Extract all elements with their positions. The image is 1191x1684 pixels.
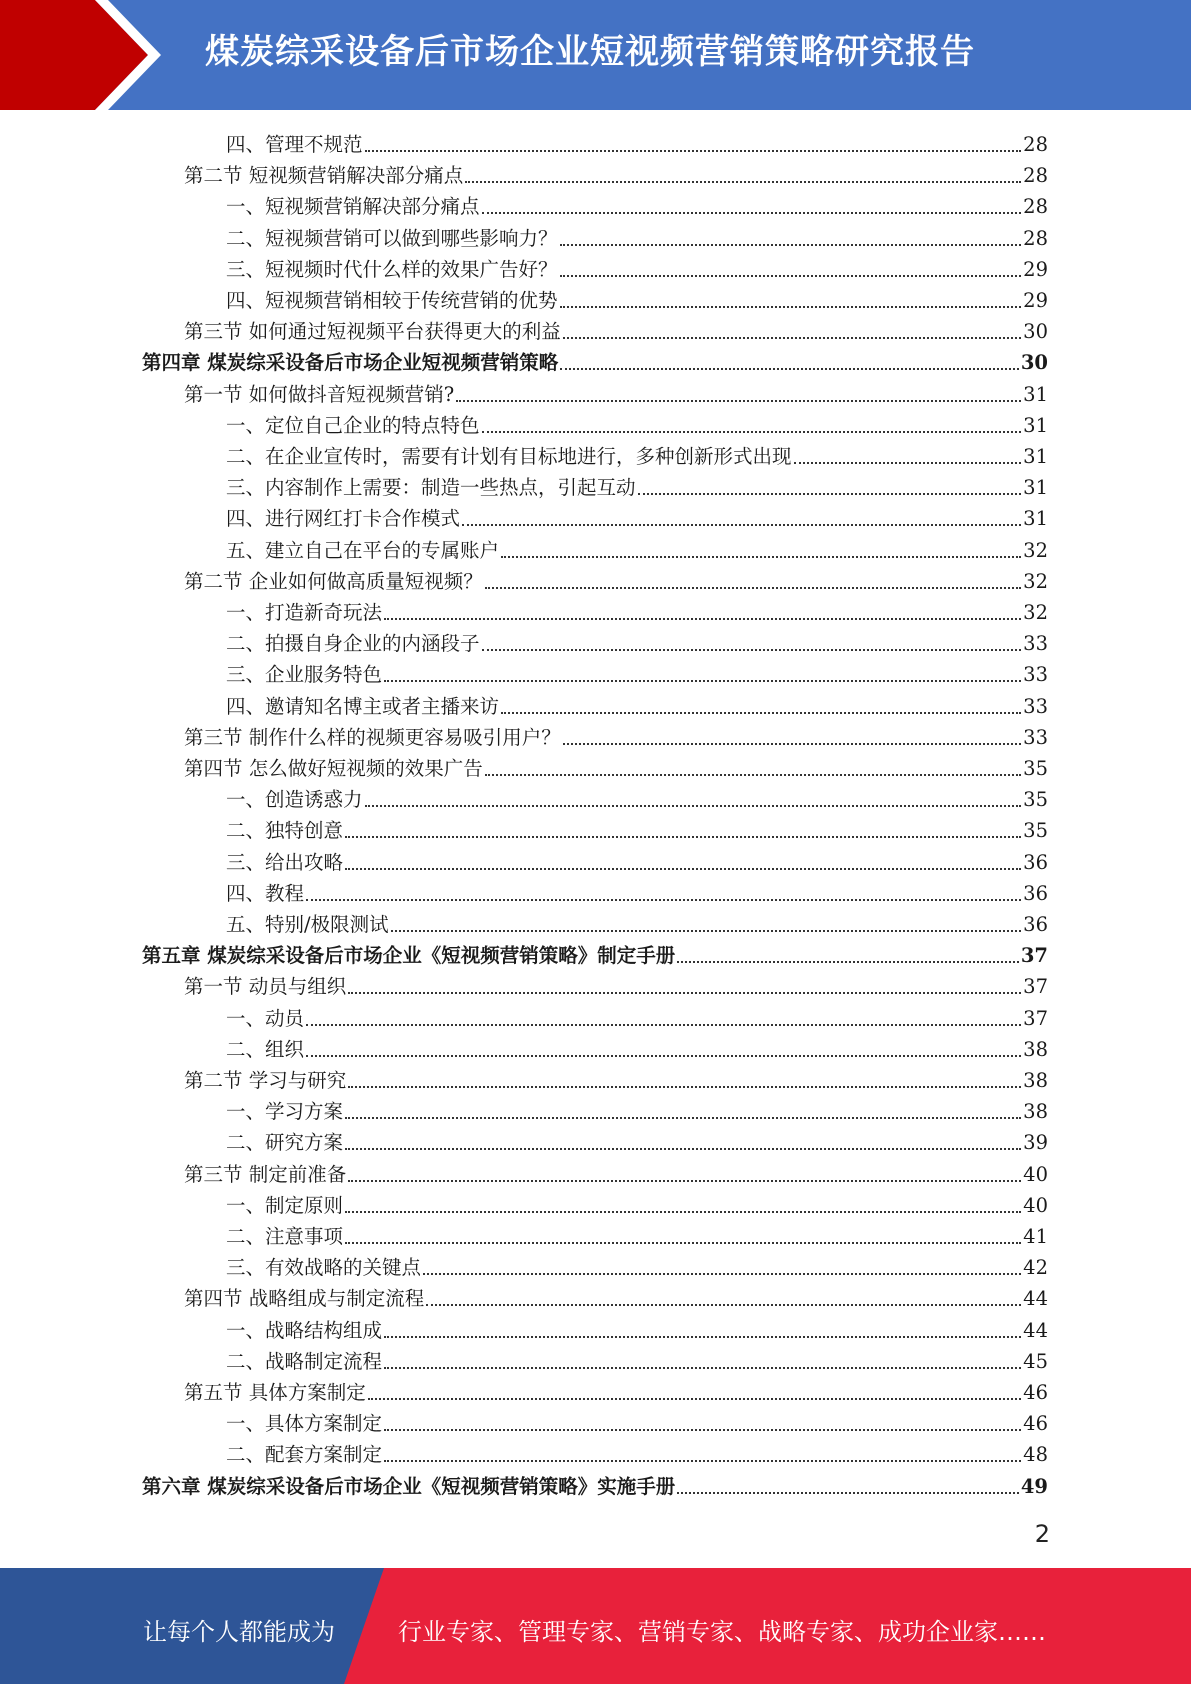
toc-entry-label: 第三节 制定前准备	[184, 1163, 347, 1186]
toc-entry-page: 44	[1023, 1319, 1048, 1342]
toc-section-row[interactable]	[184, 563, 1048, 594]
toc-subsection-row[interactable]	[226, 407, 1048, 438]
toc-entry-page: 36	[1023, 882, 1048, 905]
toc-entry-page: 29	[1023, 289, 1048, 312]
toc-entry-label: 第六章 煤炭综采设备后市场企业《短视频营销策略》实施手册	[142, 1475, 676, 1498]
toc-entry-label: 第二节 短视频营销解决部分痛点	[184, 164, 464, 187]
toc-entry-label: 二、拍摄自身企业的内涵段子	[226, 632, 480, 655]
toc-entry-label: 四、管理不规范	[226, 133, 363, 156]
toc-entry-label: 一、战略结构组成	[226, 1319, 383, 1342]
toc-dot-leader	[423, 1273, 1021, 1275]
toc-subsection-row[interactable]	[226, 220, 1048, 251]
toc-section-row[interactable]	[184, 750, 1048, 781]
toc-entry-label: 第四章 煤炭综采设备后市场企业短视频营销策略	[142, 351, 559, 374]
toc-entry-page: 44	[1023, 1287, 1048, 1310]
toc-entry-label: 一、具体方案制定	[226, 1412, 383, 1435]
toc-entry-page: 36	[1023, 851, 1048, 874]
toc-entry-label: 三、有效战略的关键点	[226, 1256, 422, 1279]
toc-entry-label: 一、定位自己企业的特点特色	[226, 414, 480, 437]
toc-chapter-row[interactable]	[142, 937, 1048, 968]
toc-subsection-row[interactable]	[226, 1000, 1048, 1031]
toc-dot-leader	[426, 1304, 1021, 1306]
toc-subsection-row[interactable]	[226, 1093, 1048, 1124]
toc-dot-leader	[345, 836, 1021, 838]
toc-subsection-row[interactable]	[226, 625, 1048, 656]
page-number: 2	[1034, 1520, 1050, 1548]
toc-entry-label: 四、邀请知名博主或者主播来访	[226, 695, 500, 718]
toc-entry-page: 32	[1023, 570, 1048, 593]
toc-entry-label: 一、打造新奇玩法	[226, 601, 383, 624]
toc-entry-label: 二、研究方案	[226, 1131, 344, 1154]
toc-entry-page: 32	[1023, 601, 1048, 624]
toc-entry-page: 33	[1023, 726, 1048, 749]
toc-subsection-row[interactable]	[226, 532, 1048, 563]
toc-entry-label: 二、短视频营销可以做到哪些影响力？	[226, 227, 558, 250]
toc-entry-page: 35	[1023, 788, 1048, 811]
toc-section-row[interactable]	[184, 313, 1048, 344]
toc-entry-label: 二、在企业宣传时，需要有计划有目标地进行，多种创新形式出现	[226, 445, 792, 468]
toc-dot-leader	[485, 774, 1021, 776]
toc-subsection-row[interactable]	[226, 1249, 1048, 1280]
toc-entry-label: 三、内容制作上需要：制造一些热点，引起互动	[226, 476, 636, 499]
page-header	[0, 0, 1191, 110]
toc-entry-label: 第二节 学习与研究	[184, 1069, 347, 1092]
toc-dot-leader	[563, 337, 1021, 339]
toc-entry-label: 三、短视频时代什么样的效果广告好？	[226, 258, 558, 281]
toc-subsection-row[interactable]	[226, 906, 1048, 937]
toc-entry-label: 三、给出攻略	[226, 851, 344, 874]
footer-slogan-left: 让每个人都能成为	[143, 1618, 335, 1646]
toc-chapter-row[interactable]	[142, 344, 1048, 375]
toc-entry-page: 39	[1023, 1131, 1048, 1154]
footer-slogan-right: 行业专家、管理专家、营销专家、战略专家、成功企业家……	[398, 1618, 1046, 1646]
toc-entry-page: 32	[1023, 539, 1048, 562]
toc-dot-leader	[348, 1086, 1021, 1088]
toc-entry-page: 35	[1023, 819, 1048, 842]
toc-dot-leader	[384, 618, 1021, 620]
toc-dot-leader	[306, 1024, 1021, 1026]
toc-entry-label: 第四节 怎么做好短视频的效果广告	[184, 757, 483, 780]
toc-dot-leader	[384, 1367, 1021, 1369]
toc-entry-page: 46	[1023, 1412, 1048, 1435]
toc-entry-label: 第五章 煤炭综采设备后市场企业《短视频营销策略》制定手册	[142, 944, 676, 967]
toc-dot-leader	[306, 1055, 1021, 1057]
toc-subsection-row[interactable]	[226, 844, 1048, 875]
toc-dot-leader	[365, 805, 1022, 807]
toc-entry-page: 28	[1023, 227, 1048, 250]
toc-entry-label: 一、制定原则	[226, 1194, 344, 1217]
toc-entry-page: 42	[1023, 1256, 1048, 1279]
toc-entry-page: 37	[1020, 944, 1048, 967]
toc-dot-leader	[456, 400, 1021, 402]
toc-entry-page: 30	[1020, 351, 1048, 374]
toc-entry-label: 四、短视频营销相较于传统营销的优势	[226, 289, 558, 312]
toc-entry-page: 37	[1023, 975, 1048, 998]
toc-dot-leader	[560, 368, 1019, 370]
toc-subsection-row[interactable]	[226, 1343, 1048, 1374]
toc-subsection-row[interactable]	[226, 126, 1048, 157]
toc-dot-leader	[391, 930, 1022, 932]
toc-entry-label: 五、特别/极限测试	[226, 913, 389, 936]
toc-entry-label: 一、学习方案	[226, 1100, 344, 1123]
toc-entry-page: 38	[1023, 1100, 1048, 1123]
toc-entry-label: 第一节 如何做抖音短视频营销?	[184, 383, 455, 406]
toc-dot-leader	[560, 244, 1022, 246]
report-title: 煤炭综采设备后市场企业短视频营销策略研究报告	[205, 32, 975, 72]
toc-subsection-row[interactable]	[226, 1218, 1048, 1249]
toc-entry-page: 31	[1023, 507, 1048, 530]
toc-subsection-row[interactable]	[226, 812, 1048, 843]
toc-entry-page: 35	[1023, 757, 1048, 780]
toc-entry-page: 49	[1020, 1475, 1048, 1498]
toc-dot-leader	[345, 1148, 1021, 1150]
toc-subsection-row[interactable]	[226, 1312, 1048, 1343]
toc-subsection-row[interactable]	[226, 1187, 1048, 1218]
toc-dot-leader	[384, 1429, 1021, 1431]
toc-dot-leader	[638, 493, 1022, 495]
toc-dot-leader	[384, 1460, 1021, 1462]
toc-subsection-row[interactable]	[226, 251, 1048, 282]
toc-dot-leader	[462, 524, 1021, 526]
toc-entry-page: 31	[1023, 445, 1048, 468]
toc-section-row[interactable]	[184, 157, 1048, 188]
toc-dot-leader	[560, 306, 1022, 308]
toc-section-row[interactable]	[184, 968, 1048, 999]
toc-entry-label: 五、建立自己在平台的专属账户	[226, 539, 500, 562]
toc-dot-leader	[306, 899, 1021, 901]
toc-entry-page: 28	[1023, 164, 1048, 187]
toc-dot-leader	[501, 556, 1021, 558]
toc-subsection-row[interactable]	[226, 688, 1048, 719]
toc-entry-page: 46	[1023, 1381, 1048, 1404]
toc-dot-leader	[677, 961, 1019, 963]
toc-subsection-row[interactable]	[226, 1031, 1048, 1062]
toc-subsection-row[interactable]	[226, 282, 1048, 313]
toc-entry-label: 二、注意事项	[226, 1225, 344, 1248]
toc-entry-label: 第四节 战略组成与制定流程	[184, 1287, 425, 1310]
toc-entry-page: 33	[1023, 632, 1048, 655]
toc-dot-leader	[677, 1492, 1019, 1494]
toc-dot-leader	[345, 1117, 1021, 1119]
toc-entry-label: 四、教程	[226, 882, 305, 905]
toc-dot-leader	[563, 743, 1021, 745]
toc-entry-page: 28	[1023, 195, 1048, 218]
toc-entry-label: 第三节 制作什么样的视频更容易吸引用户？	[184, 726, 561, 749]
toc-section-row[interactable]	[184, 1280, 1048, 1311]
toc-entry-page: 40	[1023, 1194, 1048, 1217]
toc-dot-leader	[384, 1336, 1021, 1338]
toc-dot-leader	[345, 1242, 1021, 1244]
toc-subsection-row[interactable]	[226, 1405, 1048, 1436]
toc-subsection-row[interactable]	[226, 594, 1048, 625]
toc-entry-label: 一、动员	[226, 1007, 305, 1030]
toc-entry-label: 一、短视频营销解决部分痛点	[226, 195, 480, 218]
toc-dot-leader	[485, 587, 1021, 589]
toc-entry-page: 36	[1023, 913, 1048, 936]
toc-subsection-row[interactable]	[226, 469, 1048, 500]
toc-entry-page: 30	[1023, 320, 1048, 343]
toc-section-row[interactable]	[184, 1062, 1048, 1093]
toc-entry-label: 一、创造诱惑力	[226, 788, 363, 811]
toc-subsection-row[interactable]	[226, 781, 1048, 812]
toc-dot-leader	[482, 431, 1022, 433]
toc-subsection-row[interactable]	[226, 875, 1048, 906]
toc-dot-leader	[384, 680, 1021, 682]
toc-entry-label: 第五节 具体方案制定	[184, 1381, 366, 1404]
toc-entry-page: 38	[1023, 1069, 1048, 1092]
toc-dot-leader	[348, 1180, 1021, 1182]
toc-dot-leader	[482, 649, 1022, 651]
toc-subsection-row[interactable]	[226, 1436, 1048, 1467]
toc-subsection-row[interactable]	[226, 500, 1048, 531]
toc-entry-page: 45	[1023, 1350, 1048, 1373]
toc-entry-page: 38	[1023, 1038, 1048, 1061]
toc-dot-leader	[465, 181, 1021, 183]
toc-dot-leader	[560, 275, 1022, 277]
toc-dot-leader	[348, 992, 1021, 994]
toc-entry-label: 二、组织	[226, 1038, 305, 1061]
toc-entry-label: 第一节 动员与组织	[184, 975, 347, 998]
toc-subsection-row[interactable]	[226, 438, 1048, 469]
toc-entry-label: 第二节 企业如何做高质量短视频？	[184, 570, 483, 593]
toc-entry-label: 二、独特创意	[226, 819, 344, 842]
toc-entry-label: 二、配套方案制定	[226, 1443, 383, 1466]
toc-section-row[interactable]	[184, 376, 1048, 407]
toc-section-row[interactable]	[184, 1156, 1048, 1187]
toc-entry-page: 40	[1023, 1163, 1048, 1186]
toc-dot-leader	[368, 1398, 1021, 1400]
page-footer	[0, 1568, 1191, 1684]
toc-entry-page: 28	[1023, 133, 1048, 156]
toc-entry-page: 31	[1023, 383, 1048, 406]
toc-entry-page: 29	[1023, 258, 1048, 281]
toc-dot-leader	[365, 150, 1022, 152]
toc-entry-page: 31	[1023, 476, 1048, 499]
toc-section-row[interactable]	[184, 719, 1048, 750]
toc-subsection-row[interactable]	[226, 188, 1048, 219]
toc-entry-label: 二、战略制定流程	[226, 1350, 383, 1373]
toc-entry-page: 33	[1023, 663, 1048, 686]
toc-dot-leader	[345, 868, 1021, 870]
toc-entry-label: 四、进行网红打卡合作模式	[226, 507, 461, 530]
toc-entry-label: 三、企业服务特色	[226, 663, 383, 686]
toc-dot-leader	[482, 212, 1022, 214]
toc-dot-leader	[794, 462, 1022, 464]
toc-subsection-row[interactable]	[226, 656, 1048, 687]
toc-section-row[interactable]	[184, 1374, 1048, 1405]
toc-dot-leader	[501, 712, 1021, 714]
toc-entry-page: 31	[1023, 414, 1048, 437]
toc-entry-page: 33	[1023, 695, 1048, 718]
toc-entry-page: 41	[1023, 1225, 1048, 1248]
toc-entry-page: 48	[1023, 1443, 1048, 1466]
toc-chapter-row[interactable]	[142, 1468, 1048, 1499]
toc-dot-leader	[345, 1211, 1021, 1213]
toc-subsection-row[interactable]	[226, 1124, 1048, 1155]
toc-entry-page: 37	[1023, 1007, 1048, 1030]
toc-entry-label: 第三节 如何通过短视频平台获得更大的利益	[184, 320, 561, 343]
